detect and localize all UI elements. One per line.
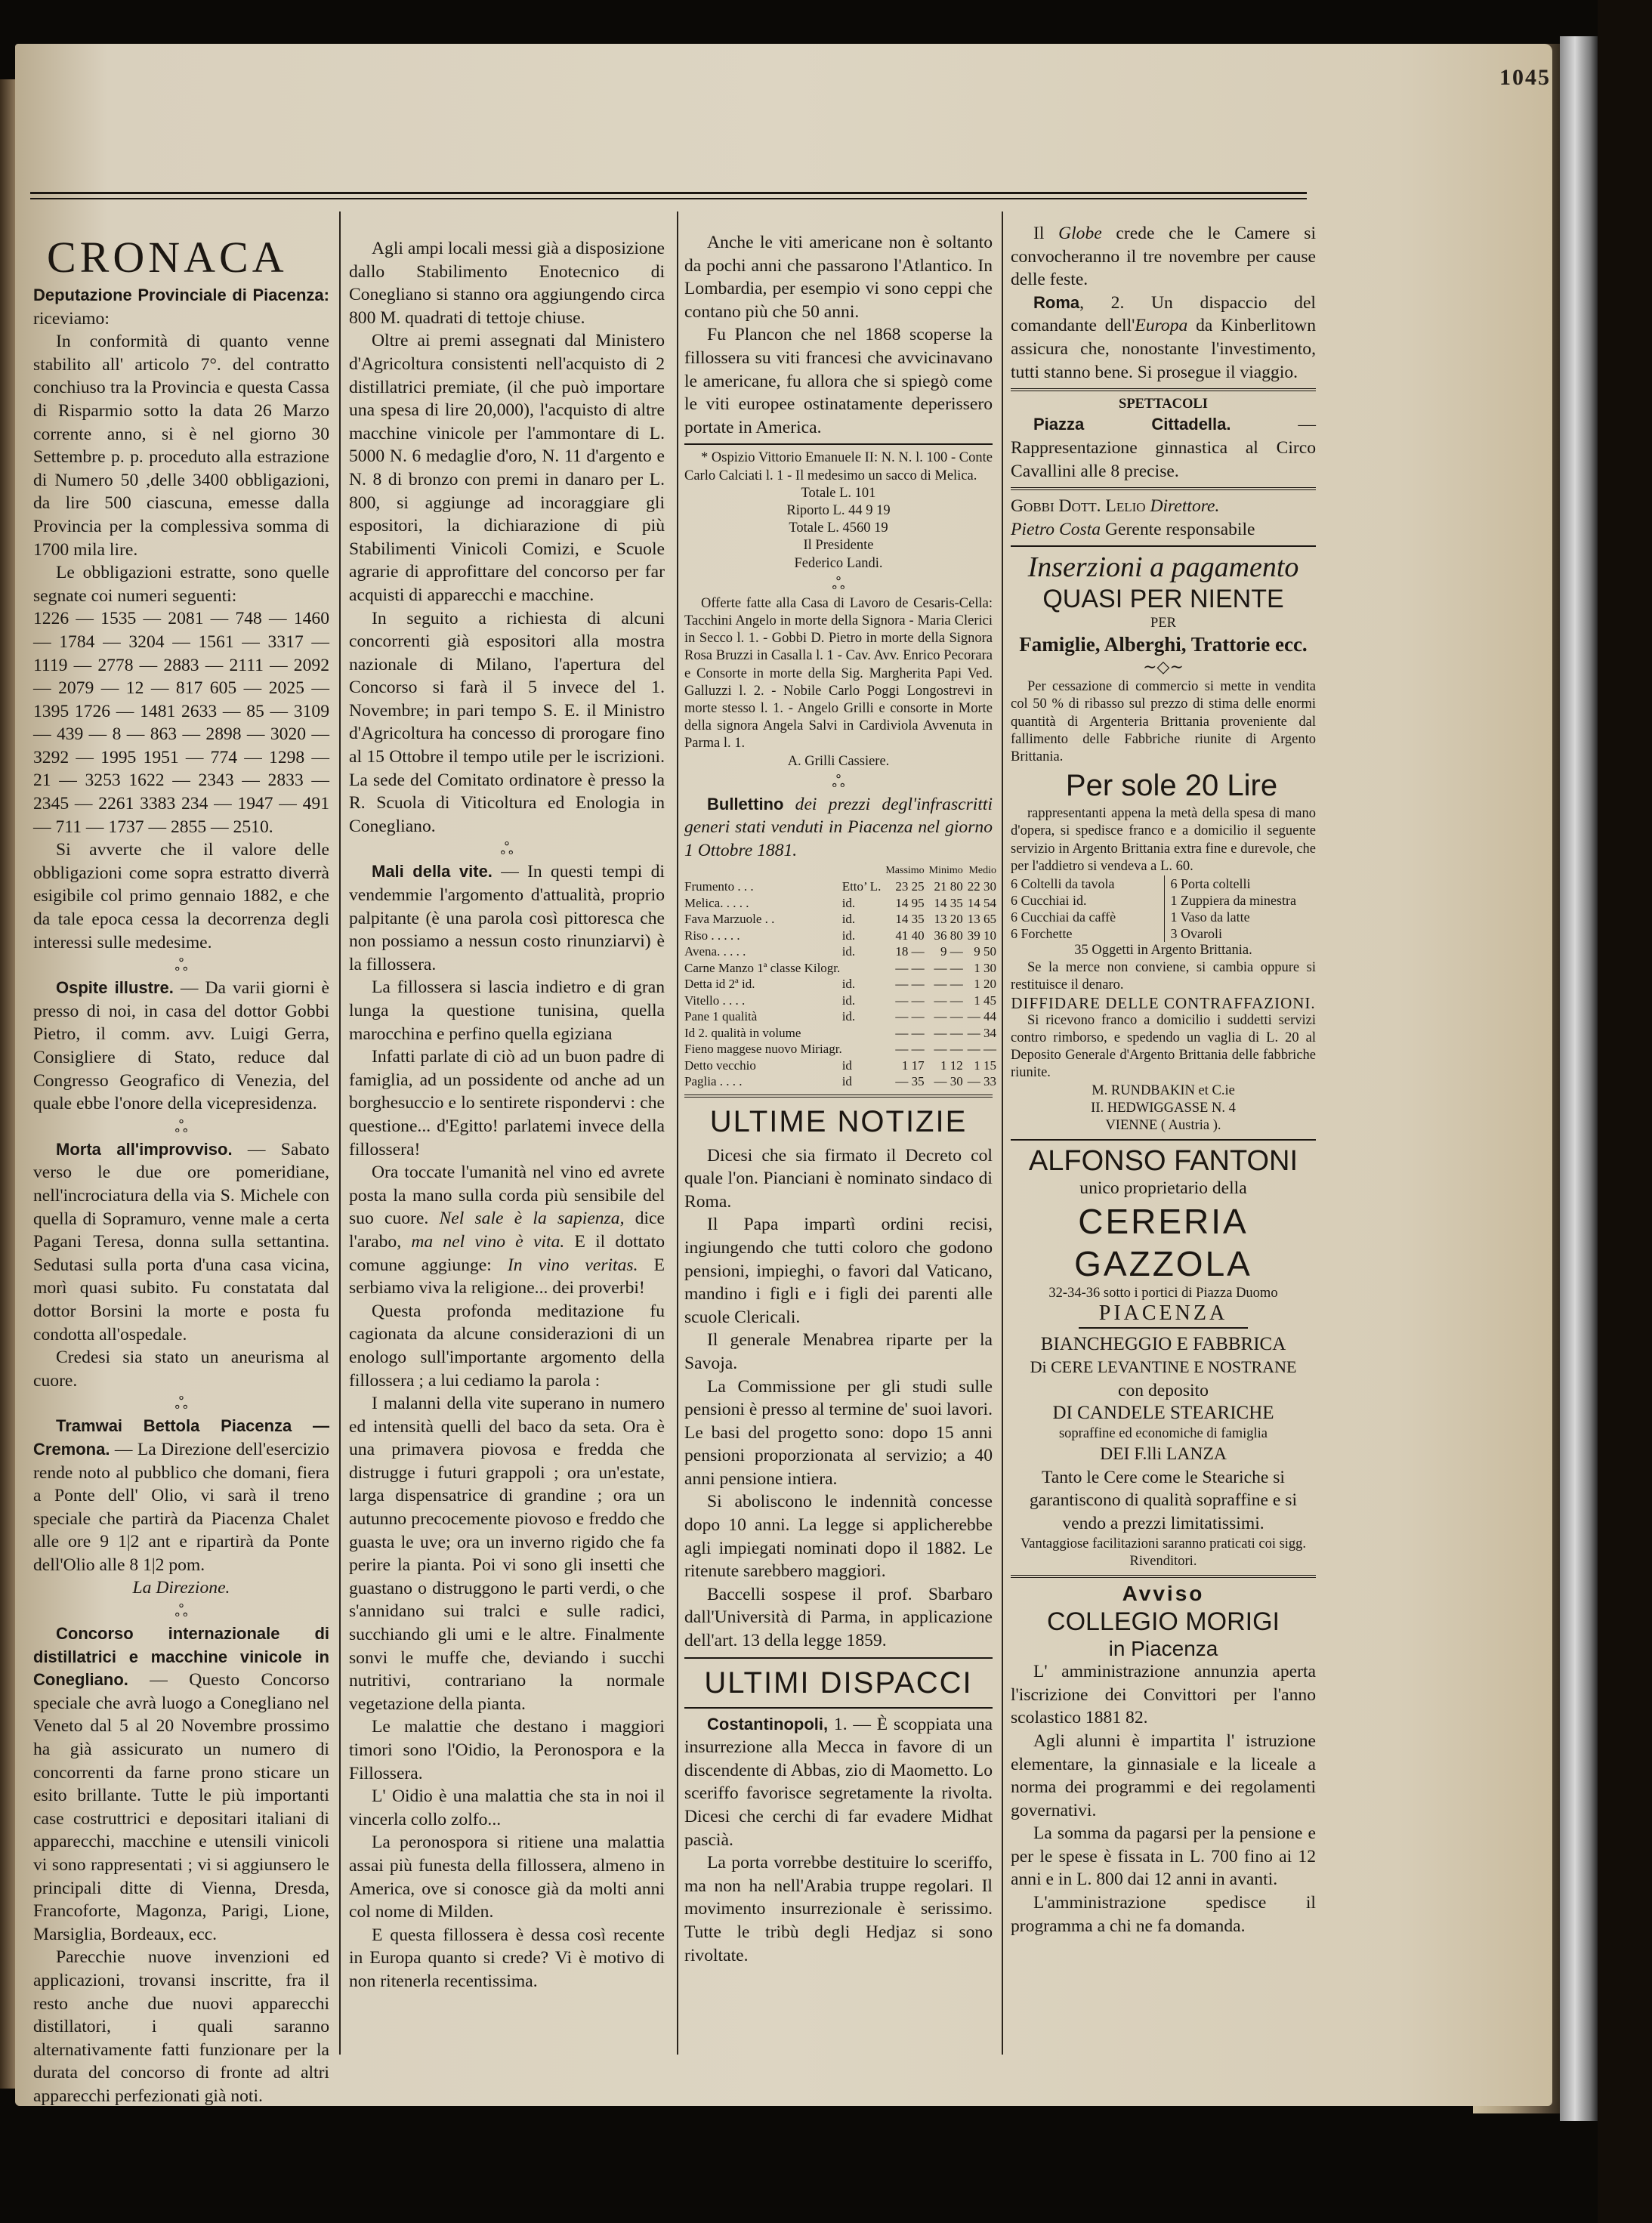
section-rule (1011, 487, 1316, 490)
article-text: dei prezzi degl'infrascritti generi stati venduti in Piacenza nel giorno 1 Ottobre 1881. (684, 794, 993, 860)
price-cell (842, 960, 882, 977)
column-divider-2 (677, 211, 678, 2055)
article-paragraph: Parecchie nuove invenzioni ed applicazioni, trovansi inscritte, fra il resto anche due nuovi apparecchi distillatori, i quali saranno alternativamente fatti funzionare per la durata del concorso di fronte ad altri apparecchi perfezionati già noti. (33, 1947, 329, 2106)
price-column-header: Massimo (885, 864, 925, 876)
book-spine-clip (1560, 36, 1598, 2121)
section-rule (684, 1095, 993, 1098)
ad-cereria-text: Tanto le Cere come le Steariche si garantiscono di qualità sopraffine e si vendo a prezzi limitatissimi. (1029, 1467, 1298, 1533)
spettacoli-item (1011, 413, 1316, 483)
price-cell: 23 25 (895, 879, 925, 894)
price-column-header (684, 863, 842, 879)
price-cell: 1 12 (940, 1057, 963, 1073)
ad-collegio-city: in Piacenza (1108, 1636, 1218, 1660)
article-paragraph: Le malattie che destano i maggiori timori sono l'Oidio, la Peronospora e la Fillossera. (349, 1717, 665, 1783)
price-cell: — 30 (934, 1074, 963, 1089)
ad-avviso: Avviso (1122, 1581, 1205, 1605)
price-cell: 1 30 (974, 960, 997, 975)
director-name: Gobbi Dott. Lelio (1011, 496, 1146, 517)
price-cell: Pane 1 qualità (684, 1009, 758, 1024)
price-cell: Melica. . . . . (684, 895, 749, 910)
ad-text: rappresentanti appena la metà della spesa di mano d'opera, si spedisce franco e a domicilio il seguente servizio in Argento Brittania extra fine e durevole, che per l'addietro si vendeva a L. 60. (1011, 806, 1316, 874)
ad-per: PER (1150, 616, 1176, 631)
ad-item: 3 Ovaroli (1170, 925, 1222, 941)
price-cell: 14 35 (895, 912, 925, 927)
price-cell (842, 1025, 882, 1042)
price-cell: 22 30 (967, 879, 997, 894)
ad-address: 32-34-36 sotto i portici di Piazza Duomo (1048, 1285, 1278, 1301)
price-cell: id. (841, 977, 856, 992)
price-row (684, 895, 996, 912)
news-item: Dicesi che sia firmato il Decreto col quale l'on. Pianciani è nominato sindaco di Roma. (684, 1145, 993, 1212)
news-item: La Commissione per gli studi sulle pensioni è presso al termine de' suoi lavori. Le basi del progetto sono: dopo 15 anni pensioni proporzionata al servizio; a 40 anni pensione intiera. (684, 1376, 993, 1489)
article-text: — Rappresentazione ginnastica al Circo Cavallini alle 8 precise. (1011, 415, 1316, 481)
price-cell: — 44 (967, 1009, 997, 1024)
price-row (684, 993, 996, 1009)
ornament-divider: ஃ (832, 771, 845, 791)
article-paragraph (349, 1161, 665, 1300)
ad-item: 6 Cucchiai id. (1011, 892, 1087, 908)
price-cell: 9 — (940, 944, 963, 959)
ad-collegio-text: Agli alunni è impartita l' istruzione elementare, la ginnasiale e la liceale a norma dei programmi e dei regolamenti governativi. (1011, 1731, 1316, 1820)
price-cell: 1 15 (974, 1057, 997, 1073)
bond-numbers: 1226 — 1535 — 2081 — 748 — 1460 — 1784 — 3204 — 1561 — 3317 — 1119 — 2778 — 2883 — 2111 — 2092 — 2079 — 12 — 817 605 — 2025 — 1395 1726 — 1481 2633 — 85 — 3109 — 439 — 8 — 863 — 2898 — 3020 — 3292 — 1995 1951 — 774 — 1298 — 21 — 3253 1622 — 2343 — 2833 — 2345 — 2261 3383 234 — 1947 — 491 — 711 — 1737 — 2855 — 2510. (33, 609, 329, 837)
price-cell: 1 20 (974, 977, 997, 992)
ad-items (1011, 875, 1316, 942)
column-divider-3 (1002, 211, 1003, 2055)
article-paragraph: E questa fillossera è dessa così recente in Europa quanto si crede? Vi è motivo di non ritenerla recentissima. (349, 1925, 665, 1991)
price-cell: 9 50 (974, 944, 997, 959)
ad-item: 6 Cucchiai da caffè (1011, 909, 1116, 925)
price-cell: id. (841, 895, 856, 910)
section-title-ultime-notizie: ULTIME NOTIZIE (709, 1104, 968, 1138)
price-row (684, 1057, 996, 1074)
price-cell: Carne Manzo 1ª classe Kilogr. (684, 960, 841, 975)
masthead-cronaca: CRONACA (47, 233, 288, 282)
ad-cereria-title: CERERIA GAZZOLA (1074, 1201, 1252, 1283)
ad-inserzioni-title: Inserzioni a pagamento (1027, 551, 1299, 584)
price-cell: — — (934, 993, 963, 1008)
price-cell: — — (895, 1025, 925, 1040)
article-paragraph: Anche le viti americane non è soltanto da pochi anni che passarono l'Atlantico. In Lombardia, per esempio vi sono ceppi che contano più che 50 anni. (684, 233, 993, 322)
binding-shadow (1598, 0, 1652, 2223)
article-text: — La Direzione dell'esercizio rende noto al pubblico che domani, fiera a Ponte dell' Olio, vi sarà il treno speciale che partirà da Piacenza Chalet alle ore 9 1|2 ant e ripartirà da Ponte dell'Olio alle 8 1|2 pom. (33, 1439, 329, 1575)
article-text: dice l'arabo, (349, 1209, 665, 1252)
article-text: — Questo Concorso speciale che avrà luogo a Conegliano nel Veneto dal 5 al 20 Novembre prossimo ha già assicurato un numero di concorrenti da farne prono sticare un esito brillante. Tutte le più importanti case costruttrici e depositari italiani di apparecchi, macchine e utensili vinicoli vi sono rappresentati ; vi si aggiunsero le principali ditte di Vienna, Dresda, Francoforte, Magonza, Parigi, Lione, Marsiglia, Bordeaux, ecc. (33, 1670, 329, 1944)
quote-italic: ma nel vino è vita. (411, 1231, 565, 1252)
director-line (1011, 495, 1316, 518)
dispatch-place: Costantinopoli, (707, 1714, 829, 1734)
price-row (684, 1008, 996, 1025)
price-cell: id (841, 1074, 852, 1089)
article-text: Ora toccate l'umanità nel vino ed avrete posta la mano sulla corda più sensibile del suo cuore. (349, 1162, 665, 1229)
price-cell: — — (934, 1009, 963, 1024)
dispatch-item: La porta vorrebbe destituire lo sceriffo, ma non ha nell'Arabia truppe regolari. Il movimento insurrezionale è serissimo. Tutte le tribù degli Hedjaz si sono rivoltate. (684, 1853, 993, 1965)
ad-item: 6 Porta coltelli (1170, 875, 1251, 891)
ornament-divider: ஃ (174, 956, 188, 975)
headline-bullettino: Bullettino (707, 794, 784, 814)
ornament-divider: ஃ (174, 1394, 188, 1413)
ad-cereria-line: DI CANDELE STEARICHE (1052, 1403, 1274, 1424)
ad-cereria-line: con deposito (1118, 1380, 1209, 1400)
article-deputazione (33, 284, 329, 330)
price-column-header: Minimo (928, 864, 963, 876)
ornament-divider: ∼◇∼ (1143, 657, 1184, 677)
quote-italic: In vino veritas. (507, 1255, 638, 1275)
headline-piazza: Piazza Cittadella. (1033, 415, 1231, 434)
headline-concorso: Concorso internazionale di distillatrici e macchine vinicole in Conegliano. (33, 1624, 329, 1690)
article-concorso (33, 1622, 329, 1946)
price-cell: id. (841, 944, 856, 959)
price-cell: Fava Marzuole . . (684, 912, 775, 927)
quote-italic: Globe (1058, 224, 1102, 243)
column-3 (684, 231, 997, 1967)
column-4 (1011, 222, 1316, 1937)
price-cell: 36 80 (934, 928, 963, 943)
cassiere: A. Grilli Cassiere. (787, 753, 890, 769)
ad-fantoni-name: ALFONSO FANTONI (1028, 1145, 1298, 1178)
ad-inserzioni-subtitle: QUASI PER NIENTE (1042, 585, 1284, 614)
price-cell: Detta id 2ª id. (684, 977, 755, 992)
ad-cereria-line: sopraffine ed economiche di famiglia (1058, 1425, 1268, 1441)
column-2 (349, 237, 665, 1993)
dispatch-place: Roma (1033, 292, 1080, 312)
ad-item: 1 Zuppiera da minestra (1170, 892, 1296, 908)
top-rule-thin (30, 198, 1307, 199)
price-row (684, 911, 996, 928)
ad-collegio-text: La somma da pagarsi per la pensione e per le spese è fissata in L. 700 fino ai 12 anni e in L. 800 dai 12 anni in avanti. (1011, 1823, 1316, 1890)
offerte-block (684, 449, 993, 791)
price-cell: Avena. . . . . (684, 944, 746, 959)
article-mali (349, 860, 665, 976)
section-rule (684, 1657, 993, 1659)
article-tramway (33, 1415, 329, 1576)
headline-tramway: Tramwai Bettola Piacenza — Cremona. (33, 1416, 329, 1459)
article-paragraph: Credesi sia stato un aneurisma al cuore. (33, 1348, 329, 1391)
price-cell: id (841, 1057, 852, 1073)
dispatch-item (684, 1713, 993, 1852)
ad-order: Si ricevono franco a domicilio i suddetti servizi contro rimborso, e spedendo un vaglia di L. 20 al Deposito Generale d'Argento Brittania delle fabbriche riunite. (1011, 1012, 1316, 1081)
presidente-name: Federico Landi. (794, 555, 883, 571)
headline-mali: Mali della vite. (372, 862, 493, 881)
manager-role: Gerente responsabile (1101, 519, 1255, 539)
price-cell: — — (895, 1042, 925, 1057)
price-cell: id. (841, 1009, 856, 1024)
article-paragraph: In conformità di quanto venne stabilito all' articolo 7°. del contratto conchiuso tra la Provincia e questa Cassa di Risparmio sotto la data 26 Marzo corrente anno, si è nel giorno 30 Settembre p. p. proceduto alla estrazione di Numero 50 ,delle 3400 obbligazioni, da lire 500 ciascuna, emesse dalla Provincia per la complessiva somma di 1700 mila lire. (33, 332, 329, 560)
price-cell: 1 17 (901, 1057, 925, 1073)
ad-fantoni-sub: unico proprietario della (1079, 1178, 1247, 1199)
ad-collegio-title: COLLEGIO MORIGI (1047, 1607, 1280, 1636)
section-rule (1011, 1139, 1316, 1141)
price-cell: Fieno maggese nuovo Miriagr. (684, 1042, 842, 1057)
price-cell: 13 65 (967, 912, 997, 927)
price-cell: 39 10 (967, 928, 997, 943)
price-cell: 14 35 (934, 895, 963, 910)
ad-item: 1 Vaso da latte (1170, 909, 1250, 925)
quote-italic: Nel sale è la sapienza, (439, 1209, 625, 1229)
price-cell: 14 95 (895, 895, 925, 910)
ad-cereria-line: DEI F.lli LANZA (1100, 1444, 1227, 1465)
headline-deputazione: Deputazione Provinciale di Piacenza: (33, 286, 329, 304)
price-cell: id. (841, 912, 856, 927)
price-cell: 41 40 (895, 928, 925, 943)
ad-cereria-note: Vantaggiose facilitazioni saranno praticati coi sigg. Rivenditori. (1020, 1536, 1307, 1569)
price-cell: — — (934, 1042, 963, 1057)
price-cell: Etto’ L. (841, 879, 882, 894)
bullettino-intro (684, 793, 993, 863)
ad-collegio-text: L' amministrazione annunzia aperta l'iscrizione dei Convittori per l'anno scolastico 1881 82. (1011, 1662, 1316, 1728)
price-cell: — — (895, 960, 925, 975)
price-cell: id. (841, 928, 856, 943)
price-cell: — 33 (967, 1074, 997, 1089)
price-cell: — — (934, 977, 963, 992)
ad-argenteria (1011, 678, 1316, 1135)
article-paragraph: I malanni della vite superano in numero ed intensità quelli del baco da seta. Ora è una primavera piovosa e fredda che distrugge i futuri grappoli ; ora un'estate, larga dispensatrice di grandine ; ora un autunno precocemente piovoso e freddo che guasta le uve; ora un inverno rigido che fa perire la pianta. Poi vi sono gli insetti che guastano o distruggono le parti verdi, o che s'annidano sui tralci e sulle radici, succhiando gli umi e le altre. Finalmente sonvi le muffe che, deviando i succhi nutritivi, contrariano la normale vegetazione della pianta. (349, 1394, 665, 1714)
article-paragraph: La fillossera si lascia indietro e di gran lunga la questione tunisina, quella marocchina e perfino quella egiziana (349, 977, 665, 1044)
price-cell: Detto vecchio (684, 1057, 756, 1073)
section-rule (684, 443, 993, 445)
price-row (684, 1025, 996, 1042)
article-text: crede che le Camere si convocheranno il tre novembre per cause delle feste. (1011, 224, 1316, 290)
ad-item: 6 Forchette (1011, 925, 1073, 941)
price-row (684, 976, 996, 993)
news-item: Si aboliscono le indennità concesse dopo 10 anni. La legge si applicherebbe agli impiegati nominati dopo il 1882. Le ritenute sarebbero maggiori. (684, 1492, 993, 1582)
ad-text: Per cessazione di commercio si mette in vendita col 50 % di ribasso sul prezzo di stima delle enormi quantità di Argenteria Brittania proveniente dal fallimento delle Fabbriche riunite di Argento Brittania. (1011, 679, 1316, 764)
ad-cereria-line: BIANCHEGGIO E FABBRICA (1040, 1333, 1286, 1354)
riporto: Riporto L. 44 9 19 (786, 502, 891, 518)
price-table-header (684, 863, 996, 879)
article-paragraph: Si avverte che il valore delle obbligazioni come sopra estratto diverrà esigibile col primo gennaio 1882, e che da tale epoca cessa la decorrenza degli interessi sulle medesime. (33, 840, 329, 952)
section-rule (1079, 1327, 1248, 1329)
column-divider-1 (339, 211, 341, 2055)
news-item (1011, 292, 1316, 384)
price-cell: Frumento . . . (684, 879, 754, 894)
top-rule (30, 192, 1307, 194)
price-cell: Vitello . . . . (684, 993, 746, 1008)
column-1 (33, 233, 329, 2108)
ornament-divider: ஃ (174, 1116, 188, 1136)
price-row (684, 1073, 996, 1090)
price-cell: — — (934, 1025, 963, 1040)
ad-price: Per sole 20 Lire (1065, 769, 1278, 803)
price-row (684, 878, 996, 895)
spettacoli-title: SPETTACOLI (1119, 397, 1208, 412)
price-cell: 18 — (895, 944, 925, 959)
article-text: 1. — È scoppiata una insurrezione alla Mecca in favore di un discendente di Abbas, zio di Maometto. Lo sceriffo favorisce segretamente la rivolta. Dicesi che cerchi di far evadere Midhat pascià. (684, 1714, 993, 1850)
headline-morta: Morta all'improvviso. (56, 1139, 233, 1159)
price-cell: 1 45 (974, 993, 997, 1008)
presidente-title: Il Presidente (803, 538, 874, 554)
ad-cereria-line: Di CERE LEVANTINE E NOSTRANE (1030, 1357, 1297, 1377)
totale-2: Totale L. 4560 19 (789, 520, 888, 536)
ad-item: 6 Coltelli da tavola (1011, 875, 1115, 891)
article-paragraph: Infatti parlate di ciò ad un buon padre di famiglia, ad un possidente od anche ad un borghesuccio e lo sentirete rispondervi : che questione... d'Egitto! parlatemi invece della fillossera! (349, 1047, 665, 1159)
article-paragraph: L' Oidio è una malattia che sta in noi il vincerla collo zolfo... (349, 1786, 665, 1829)
price-cell: Riso . . . . . (684, 928, 740, 943)
article-paragraph: Oltre ai premi assegnati dal Ministero d'Agricoltura consistenti nell'acquisto di 2 distillatrici premiate, (il che può importare una spesa di lire 20,000), l'acquisto di altre macchine vinicole per l'ammontare di L. 5000 N. 6 medaglie d'oro, N. 11 d'argento e N. 8 di bronzo con premi in danaro per L. 800, si aggiunge ad incoraggiare gli espositori, la dichiarazione di più Stabilimenti Vinicoli Comizi, e Scuole agrarie di approfittare del concorso per far acquisti di apparecchi e macchine. (349, 331, 665, 605)
article-text: — Da varii giorni è presso di noi, in casa del dottor Gobbi Pietro, il comm. avv. Luigi Gerra, Consigliere di Stato, reduce dal Congresso Geografico di Venezia, del quale ebbe l'onore della vicepresidenza. (33, 978, 329, 1114)
news-item (1011, 222, 1316, 292)
article-text: da Kinberlitown assicura che, nonostante l'investimento, tutti stanno bene. Si prosegue il viaggio. (1011, 316, 1316, 382)
article-paragraph: Le obbligazioni estratte, sono quelle segnate coi numeri seguenti: (33, 563, 329, 606)
section-rule (1011, 1575, 1316, 1578)
price-cell: 13 20 (934, 912, 963, 927)
price-row (684, 928, 996, 944)
article-ospite (33, 977, 329, 1116)
section-rule (1011, 545, 1316, 547)
ad-audience: Famiglie, Alberghi, Trattorie ecc. (1019, 632, 1308, 656)
price-cell: 21 80 (934, 879, 963, 894)
price-cell: — — (895, 993, 925, 1008)
ornament-divider: ஃ (832, 573, 845, 593)
news-item: Il generale Menabrea riparte per la Savoja. (684, 1330, 993, 1373)
ad-firm-city: VIENNE ( Austria ). (1105, 1117, 1221, 1133)
quote-italic: Europa (1135, 316, 1188, 336)
price-cell: — — (967, 1042, 997, 1057)
offerta-casa-lavoro: Offerte fatte alla Casa di Lavoro de Cesaris-Cella: Tacchini Angelo in morte della Signora - Maria Clerici in Secco l. 1. - Gobbi D. Pietro in morte della Signora Rosa Bruzzi in Casalla l. 1 - Cav. Avv. Enrico Pecorara e Consorte in morte della Sig. Margherita Papi Ved. Galluzzi l. 2. - Nobile Carlo Poggi Longostrevi in morte stesso l. 1. - Angelo Grilli e consorte in Morte della signora Angela Salvi in Cardiviola Avvenuta in Parma l. 1. (684, 595, 993, 752)
price-column-header: Medio (968, 864, 997, 876)
article-text: E serbiamo viva la religione... dei proverbi! (349, 1255, 665, 1298)
price-row (684, 943, 996, 960)
price-cell: — 35 (895, 1074, 925, 1089)
news-item: Baccelli sospese il prof. Sbarbaro dall'Università di Parma, in applicazione dell'art. 13 della legge 1859. (684, 1584, 993, 1651)
article-text: — Sabato verso le due ore pomeridiane, nell'incrociatura della via S. Michele con quella di Sopramuro, venne male a certa Pagani Teresa, donna sulla settantina. Sedutasi sulla porta d'una casa vicina, morì quasi subito. Fu constatata dal dottor Borsini la morte e posta fu condotta all'ospedale. (33, 1139, 329, 1345)
article-text: — In questi tempi di vendemmie l'argomento d'attualità, proprio palpitante (è una parola così pittoresca che non possiamo a nessun costo rinunziarvi) è la fillossera. (349, 862, 665, 974)
price-table-body (684, 878, 996, 1090)
offerta-ospizio: * Ospizio Vittorio Emanuele II: N. N. l. 100 - Conte Carlo Calciati l. 1 - Il medesimo un sacco di Melica. (684, 450, 993, 483)
headline-ospite: Ospite illustre. (56, 978, 174, 998)
article-paragraph: Fu Plancon che nel 1868 scoperse la fillossera su viti francesi che avvicinavano le americane, fu allora che si spiegò come le viti europee ostinatamente deperissero portate in America. (684, 325, 993, 437)
price-cell: id. (841, 993, 856, 1008)
ad-firm-address: II. HEDWIGGASSE N. 4 (1091, 1100, 1236, 1116)
section-rule (684, 1707, 993, 1709)
signature-direzione: La Direzione. (132, 1578, 230, 1598)
price-cell: — — (895, 1009, 925, 1024)
price-column-header (842, 863, 882, 879)
price-table (684, 863, 996, 1090)
ad-collegio-text: L'amministrazione spedisce il programma a chi ne fa domanda. (1011, 1893, 1316, 1936)
article-paragraph: Questa profonda meditazione fu cagionata da alcune considerazioni di un enologo sull'importante argomento della fillossera ; a lui cediamo la parola : (349, 1301, 665, 1391)
price-cell: 14 54 (967, 895, 997, 910)
director-role: Direttore. (1145, 496, 1220, 517)
article-text: Il (1033, 224, 1059, 243)
section-title-ultimi-dispacci: ULTIMI DISPACCI (704, 1666, 973, 1700)
article-paragraph: In seguito a richiesta di alcuni concorrenti già espositori alla mostra nazionale di Milano, l'apertura del Concorso si farà il 5 invece del 1. Novembre; in pari tempo S. E. il Ministro d'Agricoltura ha concesso di prorogare fino al 15 Ottobre il tempo utile per le iscrizioni. La sede del Comitato ordinatore è presso la R. Scuola di Viticoltura ed Enologia in Conegliano. (349, 608, 665, 836)
price-cell: — 34 (967, 1025, 997, 1040)
ad-firm: M. RUNDBAKIN et C.ie (1092, 1082, 1235, 1098)
ad-note: Se la merce non conviene, si cambia oppure si restituisce il denaro. (1011, 960, 1316, 993)
ad-city: PIACENZA (1098, 1301, 1228, 1325)
section-rule (1011, 388, 1316, 391)
article-paragraph: Agli ampi locali messi già a disposizione dallo Stabilimento Enotecnico di Conegliano si stanno ora aggiungendo circa 800 M. quadrati di tettoje chiuse. (349, 239, 665, 328)
article-text: E il dottato comune aggiunge: (349, 1231, 665, 1275)
price-cell: — — (895, 977, 925, 992)
page-number: 1045 (1499, 65, 1551, 90)
ad-items-left (1011, 875, 1156, 942)
ornament-divider: ஃ (174, 1601, 188, 1621)
totale-1: Totale L. 101 (801, 485, 876, 501)
price-cell (842, 1041, 882, 1057)
manager-line (1011, 518, 1316, 542)
article-text: riceviamo: (33, 308, 110, 329)
ad-diffidare: DIFFIDARE DELLE CONTRAFFAZIONI. (1011, 993, 1316, 1012)
article-text: , 2. Un dispaccio del comandante dell' (1011, 292, 1316, 336)
article-morta (33, 1138, 329, 1346)
price-cell: Id 2. qualità in volume (684, 1025, 801, 1040)
price-row (684, 1041, 996, 1057)
article-paragraph: La peronospora si ritiene una malattia assai più funesta della fillossera, almeno in America, ove si conosce già da molti anni col nome di Milden. (349, 1832, 665, 1922)
ad-total: 35 Oggetti in Argento Brittania. (1074, 942, 1252, 958)
ad-items-right (1164, 875, 1317, 942)
ornament-divider: ஃ (500, 839, 514, 859)
price-cell: Paglia . . . . (684, 1074, 743, 1089)
price-cell: — — (934, 960, 963, 975)
news-item: Il Papa impartì ordini recisi, ingiungendo che tutti coloro che godono pensioni, impieghi, o favori dal Vaticano, mandino i figli e i figli dei parenti alle scuole Clericali. (684, 1215, 993, 1327)
price-row (684, 960, 996, 977)
manager-name: Pietro Costa (1011, 519, 1101, 539)
